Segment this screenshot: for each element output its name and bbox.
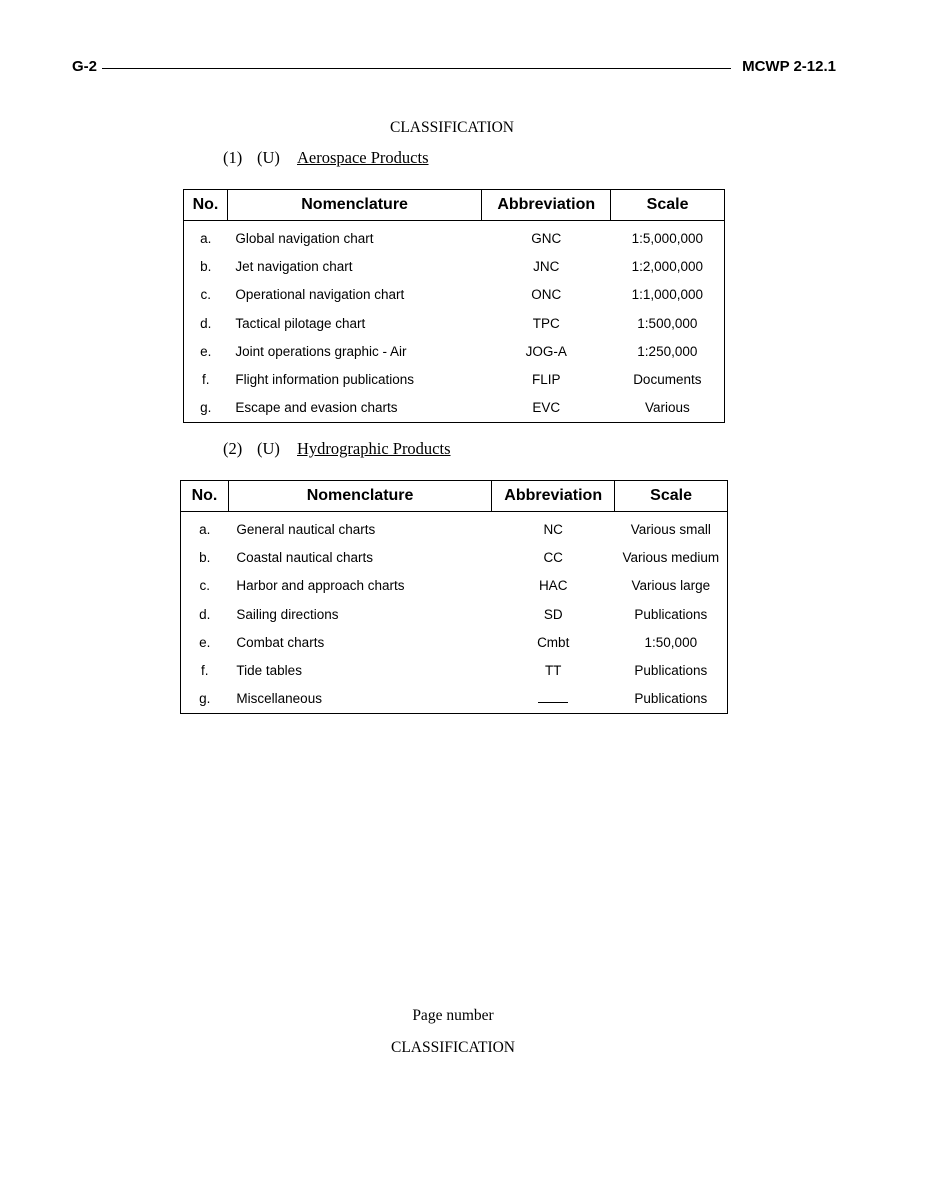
- row-abbreviation: ONC: [531, 287, 562, 303]
- row-abbreviation-blank: [492, 685, 615, 714]
- row-scale: 1:1,000,000: [631, 287, 703, 303]
- header-rule: [102, 68, 731, 69]
- row-nomenclature: Joint operations graphic - Air: [235, 343, 407, 359]
- column-header-nomenclature: Nomenclature: [227, 190, 481, 221]
- table-row: [181, 656, 728, 684]
- table-header-row: [181, 481, 728, 512]
- table-row: [181, 572, 728, 600]
- row-no: c.: [199, 578, 210, 594]
- row-scale: Various large: [631, 578, 711, 594]
- row-nomenclature: Escape and evasion charts: [235, 400, 398, 416]
- page-header: [72, 58, 836, 80]
- section-name: Hydrographic Products: [297, 439, 451, 458]
- row-abbreviation: JNC: [533, 258, 560, 274]
- row-abbreviation: NC: [543, 521, 563, 537]
- publication-id: MCWP 2-12.1: [742, 58, 836, 75]
- section-number: (2): [223, 439, 243, 458]
- row-scale: Various medium: [622, 549, 720, 565]
- row-scale: 1:5,000,000: [631, 230, 703, 246]
- row-scale: 1:50,000: [644, 634, 698, 650]
- row-nomenclature: Jet navigation chart: [235, 258, 353, 274]
- row-nomenclature: Operational navigation chart: [235, 287, 405, 303]
- column-header-abbreviation: Abbreviation: [492, 481, 615, 512]
- row-abbreviation: TPC: [532, 315, 560, 331]
- table-row: [184, 365, 725, 393]
- table-header-row: [184, 190, 725, 221]
- section-title-hydrographic: [223, 439, 451, 459]
- row-no: b.: [200, 258, 212, 274]
- section-title-aerospace: [223, 148, 429, 168]
- row-abbreviation: GNC: [531, 230, 562, 246]
- row-no: a.: [200, 230, 212, 246]
- row-no: b.: [199, 549, 211, 565]
- row-no: e.: [199, 634, 211, 650]
- column-header-no: No.: [181, 481, 229, 512]
- row-scale: Publications: [634, 691, 708, 707]
- table-row: [184, 221, 725, 253]
- row-abbreviation: SD: [543, 606, 563, 622]
- table-row: [184, 394, 725, 423]
- row-abbreviation: HAC: [538, 578, 568, 594]
- row-scale: Various small: [630, 521, 711, 537]
- column-header-scale: Scale: [611, 190, 725, 221]
- table-row: [184, 252, 725, 280]
- table-row: [184, 309, 725, 337]
- row-no: c.: [200, 287, 211, 303]
- row-scale: 1:500,000: [637, 315, 698, 331]
- table-row: [184, 281, 725, 309]
- row-abbreviation: EVC: [532, 400, 561, 416]
- classification-bottom: CLASSIFICATION: [390, 1039, 515, 1056]
- row-abbreviation: FLIP: [531, 372, 561, 388]
- blank-abbreviation-line: [538, 692, 568, 703]
- row-nomenclature: Miscellaneous: [236, 691, 322, 707]
- row-nomenclature: Sailing directions: [236, 606, 339, 622]
- row-no: g.: [199, 691, 211, 707]
- row-no: e.: [200, 343, 212, 359]
- table-row: [181, 628, 728, 656]
- row-abbreviation: TT: [544, 663, 562, 679]
- page-number-label: Page number: [412, 1007, 494, 1024]
- row-abbreviation: JOG-A: [525, 343, 567, 359]
- row-scale: Documents: [633, 372, 702, 388]
- table-row: [181, 512, 728, 544]
- table-row: [181, 685, 728, 714]
- section-marking: (U): [257, 439, 280, 458]
- row-no: a.: [199, 521, 211, 537]
- section-name: Aerospace Products: [297, 148, 429, 167]
- row-no: f.: [200, 663, 209, 679]
- row-scale: Publications: [634, 663, 708, 679]
- row-scale: 1:2,000,000: [631, 258, 703, 274]
- row-no: f.: [201, 372, 210, 388]
- row-nomenclature: Flight information publications: [235, 372, 415, 388]
- page-id: G-2: [72, 58, 98, 75]
- row-nomenclature: Harbor and approach charts: [236, 578, 405, 594]
- row-no: d.: [199, 606, 211, 622]
- row-nomenclature: Combat charts: [236, 634, 325, 650]
- hydrographic-products-table: [180, 480, 728, 714]
- row-abbreviation: Cmbt: [537, 634, 570, 650]
- row-nomenclature: Tactical pilotage chart: [235, 315, 366, 331]
- row-nomenclature: Global navigation chart: [235, 230, 374, 246]
- section-number: (1): [223, 148, 243, 167]
- row-nomenclature: General nautical charts: [236, 521, 376, 537]
- row-scale: Publications: [634, 606, 708, 622]
- row-abbreviation: CC: [543, 549, 563, 565]
- row-nomenclature: Tide tables: [236, 663, 302, 679]
- classification-top: CLASSIFICATION: [389, 119, 514, 136]
- table-row: [181, 543, 728, 571]
- column-header-no: No.: [184, 190, 228, 221]
- row-no: d.: [200, 315, 212, 331]
- aerospace-products-table: [183, 189, 725, 423]
- table-row: [184, 337, 725, 365]
- row-nomenclature: Coastal nautical charts: [236, 549, 373, 565]
- row-scale: 1:250,000: [637, 343, 698, 359]
- table-row: [181, 600, 728, 628]
- column-header-scale: Scale: [615, 481, 728, 512]
- row-scale: Various: [644, 400, 690, 416]
- column-header-abbreviation: Abbreviation: [482, 190, 611, 221]
- section-marking: (U): [257, 148, 280, 167]
- row-no: g.: [200, 400, 212, 416]
- column-header-nomenclature: Nomenclature: [228, 481, 491, 512]
